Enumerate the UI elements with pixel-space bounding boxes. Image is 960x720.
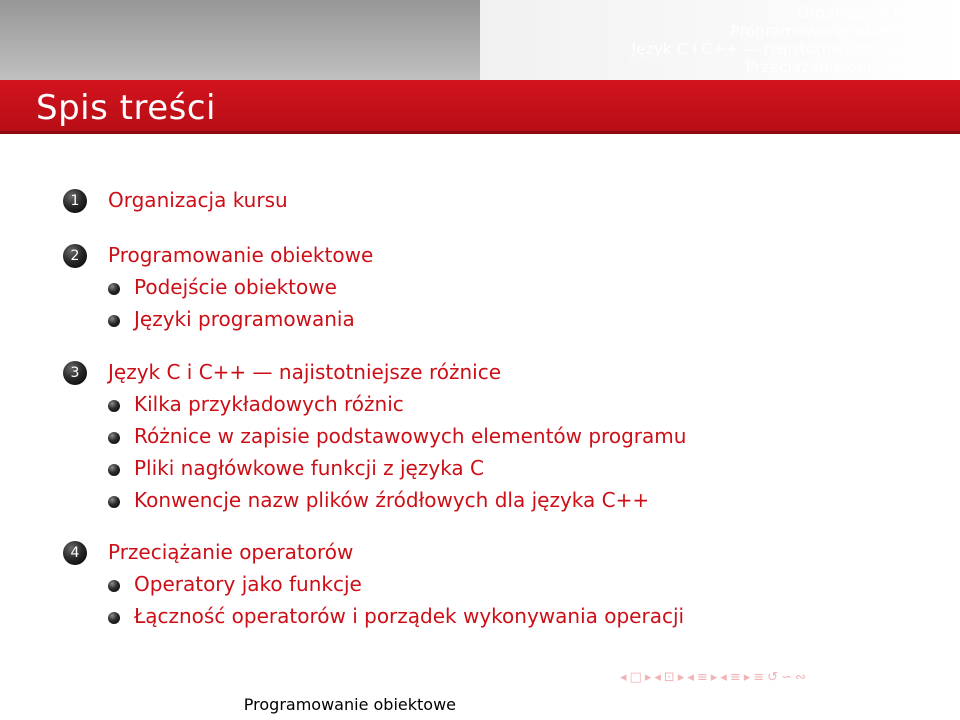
subsection-bullet <box>108 315 120 327</box>
toc-subsection-3-1[interactable]: Kilka przykładowych różnic <box>134 392 404 416</box>
toc-subsection-3-2[interactable]: Różnice w zapisie podstawowych elementów programu <box>134 424 687 448</box>
toc-section-3[interactable]: Język C i C++ — najistotniejsze różnice <box>108 360 502 384</box>
toc-subsection-4-1[interactable]: Operatory jako funkcje <box>134 572 362 596</box>
footer-right-panel <box>480 690 960 720</box>
toc-section-2[interactable]: Programowanie obiektowe <box>108 243 374 267</box>
nav-symbol-icon[interactable]: ◂ <box>687 670 694 685</box>
nav-section-1[interactable]: Organizacja kursu <box>796 4 936 22</box>
footer-title: Programowanie obiektowe <box>243 695 456 714</box>
nav-symbol-icon[interactable]: ◂ <box>620 670 627 685</box>
toc-subsection-3-3[interactable]: Pliki nagłówkowe funkcji z języka C <box>134 456 484 480</box>
nav-symbol-icon[interactable]: ▸ <box>677 670 685 685</box>
footer-bar <box>0 690 960 720</box>
subsection-bullet <box>108 580 120 592</box>
toc-subsection-2-1[interactable]: Podejście obiektowe <box>134 275 337 299</box>
nav-section-2[interactable]: Programowanie obiektowe <box>730 22 936 40</box>
nav-section-3[interactable]: Język C i C++ — najistotniejsze różnice <box>631 40 936 58</box>
nav-symbol-icon[interactable]: ◂ <box>654 670 661 685</box>
subsection-bullet <box>108 612 120 624</box>
nav-symbol-icon[interactable]: ▸ <box>644 670 652 685</box>
section-number-2: 2 <box>63 244 87 268</box>
nav-symbol-icon[interactable]: ▸ <box>743 670 751 685</box>
nav-symbol-icon[interactable]: ◂ <box>720 670 727 685</box>
nav-symbol-icon[interactable]: ≡ <box>753 670 765 685</box>
toc-subsection-3-4[interactable]: Konwencje nazw plików źródłowych dla języka C++ <box>134 488 650 512</box>
nav-symbol-icon[interactable]: ↺ <box>767 670 779 685</box>
section-number-4: 4 <box>63 541 87 565</box>
nav-symbol-icon[interactable]: □ <box>629 670 642 685</box>
toc-subsection-4-2[interactable]: Łączność operatorów i porządek wykonywania operacji <box>134 604 685 628</box>
beamer-navigation-symbols <box>620 670 950 690</box>
toc-section-4[interactable]: Przeciążanie operatorów <box>108 540 354 564</box>
nav-symbol-icon[interactable]: ≡ <box>696 670 708 685</box>
subsection-bullet <box>108 464 120 476</box>
nav-symbol-icon[interactable]: ∽ <box>781 670 792 685</box>
toc-section-1[interactable]: Organizacja kursu <box>108 188 288 212</box>
nav-section-4[interactable]: Przeciążanie operatorów <box>745 58 936 76</box>
nav-symbol-icon[interactable]: ▸ <box>710 670 718 685</box>
toc-subsection-2-2[interactable]: Języki programowania <box>134 307 355 331</box>
frame-title: Spis treści <box>36 88 216 128</box>
subsection-bullet <box>108 432 120 444</box>
subsection-bullet <box>108 400 120 412</box>
section-number-1: 1 <box>63 189 87 213</box>
nav-symbol-icon[interactable]: ∾ <box>794 670 806 685</box>
subsection-bullet <box>108 496 120 508</box>
nav-symbol-icon[interactable]: ⊡ <box>663 670 675 685</box>
subsection-bullet <box>108 283 120 295</box>
section-number-3: 3 <box>63 361 87 385</box>
nav-symbol-icon[interactable]: ≡ <box>729 670 741 685</box>
